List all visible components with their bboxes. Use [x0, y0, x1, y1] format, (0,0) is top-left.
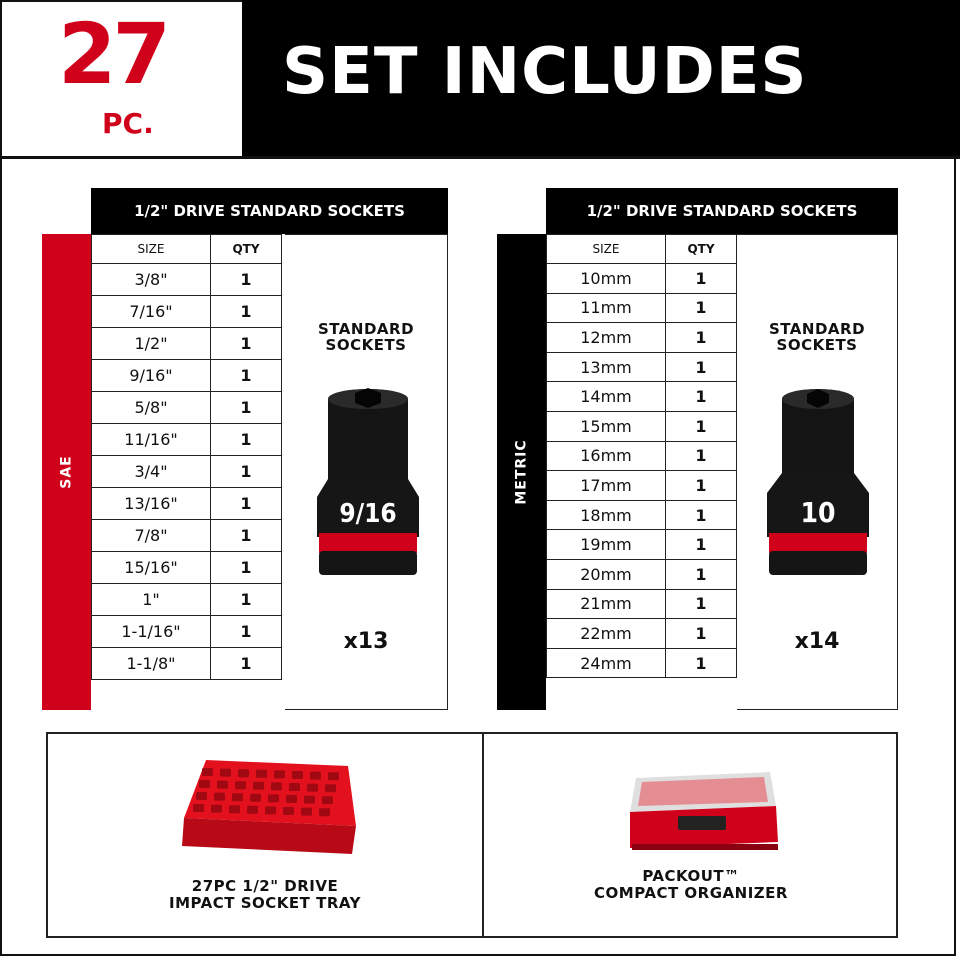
qty-cell: 1	[211, 616, 282, 648]
table-row	[547, 648, 737, 678]
metric-count: x14	[794, 629, 840, 654]
table-header-row	[547, 235, 737, 264]
qty-cell: 1	[211, 296, 282, 328]
tray-label-line-2: IMPACT SOCKET TRAY	[169, 894, 361, 912]
qty-column-header: QTY	[211, 235, 282, 264]
size-cell: 15/16"	[92, 552, 211, 584]
size-cell: 14mm	[547, 382, 666, 412]
size-cell: 1/2"	[92, 328, 211, 360]
qty-cell: 1	[666, 382, 737, 412]
qty-cell: 1	[666, 500, 737, 530]
size-cell: 15mm	[547, 411, 666, 441]
table-row	[547, 411, 737, 441]
qty-cell: 1	[211, 552, 282, 584]
tray-slot	[274, 770, 285, 778]
table-row	[92, 488, 282, 520]
tray-slot	[229, 805, 240, 813]
piece-count: 27	[58, 5, 167, 103]
size-cell: 7/16"	[92, 296, 211, 328]
qty-cell: 1	[666, 352, 737, 382]
tray-slot	[289, 783, 300, 791]
qty-cell: 1	[666, 589, 737, 619]
size-cell: 3/8"	[92, 264, 211, 296]
table-row	[547, 619, 737, 649]
qty-cell: 1	[211, 520, 282, 552]
qty-cell: 1	[666, 411, 737, 441]
qty-cell: 1	[666, 619, 737, 649]
table-row	[92, 552, 282, 584]
qty-cell: 1	[666, 530, 737, 560]
size-column-header: SIZE	[92, 235, 211, 264]
tray-slot	[199, 780, 210, 788]
tray-label-line-1: 27PC 1/2" DRIVE	[191, 877, 339, 895]
tray-slot	[211, 805, 222, 813]
tray-slot	[193, 804, 204, 812]
table-row	[92, 392, 282, 424]
size-cell: 13mm	[547, 352, 666, 382]
tray-slot	[232, 793, 243, 801]
page-title: SET INCLUDES	[282, 35, 808, 109]
table-row	[547, 441, 737, 471]
size-cell: 10mm	[547, 264, 666, 294]
qty-cell: 1	[666, 441, 737, 471]
size-cell: 18mm	[547, 500, 666, 530]
piece-count-unit: PC.	[102, 107, 154, 140]
tray-slot	[217, 781, 228, 789]
table-row	[547, 559, 737, 589]
table-row	[547, 471, 737, 501]
size-cell: 9/16"	[92, 360, 211, 392]
sae-size-table	[91, 234, 282, 680]
size-column-header: SIZE	[547, 235, 666, 264]
table-row	[547, 293, 737, 323]
tray-slot	[214, 793, 225, 801]
sae-count: x13	[343, 629, 389, 654]
sae-side-bar	[42, 234, 91, 710]
tray-slot	[328, 772, 339, 780]
table-row	[547, 352, 737, 382]
tray-slot	[220, 769, 231, 777]
qty-cell: 1	[211, 360, 282, 392]
metric-size-table	[546, 234, 737, 678]
qty-cell: 1	[666, 559, 737, 589]
qty-cell: 1	[666, 323, 737, 353]
tray-slot	[304, 796, 315, 804]
tray-slot	[325, 784, 336, 792]
tray-slot	[268, 794, 279, 802]
size-cell: 20mm	[547, 559, 666, 589]
packout-organizer-image	[622, 760, 782, 856]
metric-standard-label: STANDARD	[768, 320, 866, 338]
size-cell: 5/8"	[92, 392, 211, 424]
qty-cell: 1	[211, 264, 282, 296]
size-cell: 21mm	[547, 589, 666, 619]
table-row	[92, 360, 282, 392]
tray-slot	[307, 784, 318, 792]
tray-slot	[271, 782, 282, 790]
tray-slot	[319, 808, 330, 816]
size-cell: 22mm	[547, 619, 666, 649]
sae-standard-label: STANDARD	[317, 320, 415, 338]
qty-cell: 1	[211, 328, 282, 360]
tray-slot	[250, 794, 261, 802]
qty-cell: 1	[211, 424, 282, 456]
tray-slot	[292, 771, 303, 779]
size-cell: 7/8"	[92, 520, 211, 552]
table-row	[547, 500, 737, 530]
metric-socket-marking: 10	[800, 496, 836, 529]
table-row	[92, 456, 282, 488]
size-cell: 1"	[92, 584, 211, 616]
size-cell: 24mm	[547, 648, 666, 678]
table-row	[547, 323, 737, 353]
table-row	[92, 648, 282, 680]
tray-slot	[253, 782, 264, 790]
table-row	[547, 530, 737, 560]
table-header-row	[92, 235, 282, 264]
metric-sockets-label: SOCKETS	[776, 336, 858, 354]
size-cell: 17mm	[547, 471, 666, 501]
table-row	[92, 328, 282, 360]
header-bar	[242, 0, 960, 158]
size-cell: 1-1/8"	[92, 648, 211, 680]
tray-slot	[202, 768, 213, 776]
qty-column-header: QTY	[666, 235, 737, 264]
sae-panel-title: 1/2" DRIVE STANDARD SOCKETS	[91, 188, 448, 234]
organizer-label-line-2: COMPACT ORGANIZER	[594, 884, 788, 902]
sae-info-column	[285, 234, 448, 710]
metric-side-bar	[497, 234, 546, 710]
sae-socket-image	[313, 387, 423, 583]
accessories-divider	[482, 734, 484, 936]
metric-info-column	[737, 234, 898, 710]
tray-slot	[310, 772, 321, 780]
size-cell: 19mm	[547, 530, 666, 560]
socket-tray-image	[178, 752, 358, 862]
accessories-box	[46, 732, 898, 938]
table-row	[547, 382, 737, 412]
piece-count-badge	[2, 2, 242, 156]
table-row	[92, 616, 282, 648]
tray-slot	[265, 806, 276, 814]
tray-slot	[301, 808, 312, 816]
size-cell: 11mm	[547, 293, 666, 323]
size-cell: 1-1/16"	[92, 616, 211, 648]
header-divider	[0, 156, 960, 159]
metric-socket-image	[763, 387, 873, 583]
size-cell: 11/16"	[92, 424, 211, 456]
size-cell: 13/16"	[92, 488, 211, 520]
size-cell: 16mm	[547, 441, 666, 471]
sae-sockets-label: SOCKETS	[325, 336, 407, 354]
table-row	[547, 264, 737, 294]
size-cell: 12mm	[547, 323, 666, 353]
qty-cell: 1	[211, 488, 282, 520]
qty-cell: 1	[666, 471, 737, 501]
qty-cell: 1	[666, 648, 737, 678]
tray-slot	[283, 807, 294, 815]
qty-cell: 1	[211, 648, 282, 680]
table-row	[92, 520, 282, 552]
tray-slot	[256, 770, 267, 778]
tray-slot	[322, 796, 333, 804]
qty-cell: 1	[211, 392, 282, 424]
tray-slot	[238, 769, 249, 777]
table-row	[92, 584, 282, 616]
qty-cell: 1	[211, 584, 282, 616]
sae-side-label: SAE	[58, 455, 75, 489]
qty-cell: 1	[211, 456, 282, 488]
qty-cell: 1	[666, 293, 737, 323]
table-row	[92, 424, 282, 456]
size-cell: 3/4"	[92, 456, 211, 488]
table-row	[92, 296, 282, 328]
metric-panel-title: 1/2" DRIVE STANDARD SOCKETS	[546, 188, 898, 234]
tray-slot	[196, 792, 207, 800]
tray-slot	[286, 795, 297, 803]
tray-slot	[235, 781, 246, 789]
tray-slot	[247, 806, 258, 814]
qty-cell: 1	[666, 264, 737, 294]
table-row	[92, 264, 282, 296]
organizer-label-line-1: PACKOUT™	[642, 867, 740, 885]
table-row	[547, 589, 737, 619]
sae-socket-marking: 9/16	[339, 499, 397, 529]
metric-side-label: METRIC	[513, 439, 530, 505]
